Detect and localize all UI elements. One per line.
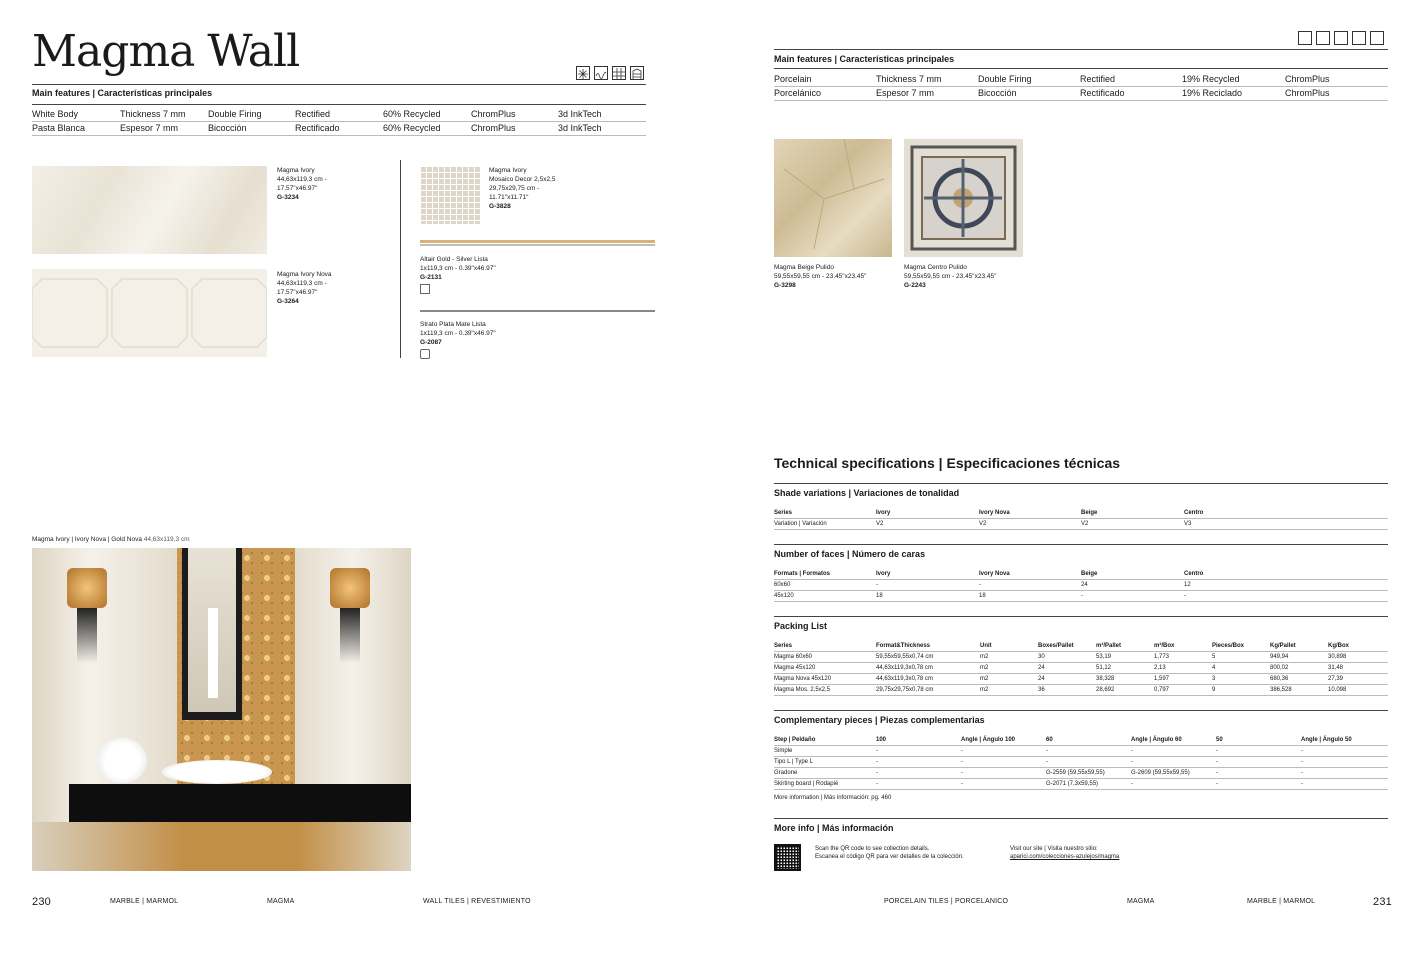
main-features-header: Main features | Características principales [32,88,213,98]
footer-collection: MAGMA [267,898,295,905]
table-cell: - [1216,759,1218,765]
magma-ivory-tile [32,166,267,254]
caption-size: 44,63x119,3 cm [143,536,190,543]
product-name: Magma Centro Pulido [904,264,967,271]
table-cell: 44,63x119,3x0,78 cm [876,665,933,671]
table-cell: - [961,748,963,754]
product-size: 44,63x119,3 cm - [277,280,327,287]
table-cell: Angle | Ángulo 60 [1131,737,1182,743]
shade-title: Shade variations | Variaciones de tonalidad [774,488,960,498]
table-cell: Series [774,643,793,649]
table-cell: 38,328 [1096,676,1115,682]
table-cell: G-2071 (7,3x59,55) [1046,781,1099,787]
shade-table [774,508,1388,532]
table-cell: 1,597 [1154,676,1170,682]
table-cell: - [961,770,963,776]
product-size: 1x119,3 cm - 0.39"x46.97" [420,330,496,337]
table-cell: Tipo L | Type L [774,759,814,765]
table-cell: 24 [1081,582,1088,588]
table-cell: - [961,759,963,765]
table-cell: - [1216,748,1218,754]
plata-strip [420,310,655,312]
table-cell: - [876,582,878,588]
table-cell: 59,55x59,55x0,74 cm [876,654,934,660]
product-info [774,263,866,290]
more-info-title: More info | Más información [774,823,894,833]
table-row [774,663,1388,674]
table-cell: Pieces/Box [1212,643,1245,649]
qr-text-en: Scan the QR code to see collection details. [815,846,930,852]
packing-table [774,641,1388,696]
feature: Rectified [295,109,331,119]
table-cell: Format&Thickness [876,643,931,649]
main-features-header-right: Main features | Características principales [774,54,955,64]
table-cell: Ivory [876,510,891,516]
footer-type: WALL TILES | REVESTIMIENTO [423,898,531,905]
table-cell: Gradone [774,770,798,776]
feature: ChromPlus [1285,74,1330,84]
feature: Rectificado [1080,88,1125,98]
feature: ChromPlus [471,109,516,119]
product-size: Mosaico Decor 2,5x2,5 [489,176,556,183]
feature: Pasta Blanca [32,123,86,133]
snowflake-icon [1298,31,1312,45]
product-name: Magma Ivory [277,167,315,174]
table-cell: G-2559 (59,55x59,55) [1046,770,1105,776]
table-cell: 2,13 [1154,665,1166,671]
table-row [774,580,1388,591]
product-name: Strato Plata Mate Lista [420,321,486,328]
table-cell: 3 [1212,676,1216,682]
product-code: G-3828 [489,203,511,210]
feature: Porcelain [774,74,812,84]
footer-category: MARBLE | MARMOL [110,898,179,905]
product-size-in: 17.57"x46.97" [277,289,318,296]
table-cell: - [1131,781,1133,787]
table-cell: 30,898 [1328,654,1347,660]
table-cell: Ivory Nova [979,510,1010,516]
product-code: G-2087 [420,339,442,346]
table-cell: - [1301,748,1303,754]
table-cell: m²/Pallet [1096,643,1122,649]
table-cell: Beige [1081,571,1098,577]
table-cell: 1,773 [1154,654,1170,660]
table-cell: 386,528 [1270,687,1292,693]
table-cell: Ivory Nova [979,571,1010,577]
site-text: Visit our site | Visita nuestro sitio: [1010,846,1098,852]
qr-text-es: Escanea el código QR para ver detalles de la colección. [815,854,964,860]
faces-title: Number of faces | Número de caras [774,549,926,559]
table-row [774,735,1388,746]
product-size: 59,55x59,55 cm - 23.45"x23.45" [904,273,997,280]
table-cell: Unit [980,643,992,649]
table-cell: 53,19 [1096,654,1112,660]
feature: ChromPlus [1285,88,1330,98]
product-code: G-2243 [904,282,926,289]
table-cell: Series [774,510,793,516]
table-cell: 45x120 [774,593,794,599]
product-size: 1x119,3 cm - 0.39"x46.97" [420,265,496,272]
product-info [420,320,496,347]
feature: Double Firing [978,74,1032,84]
feature: 60% Recycled [383,123,441,133]
mosaic-tile [420,166,480,224]
table-cell: 18 [979,593,986,599]
table-cell: Boxes/Pallet [1038,643,1074,649]
feature: Rectificado [295,123,340,133]
feature: 3d InkTech [558,123,602,133]
table-row [774,519,1388,530]
product-code: G-2131 [420,274,442,281]
wall-icon [1370,31,1384,45]
table-cell: Angle | Ángulo 100 [961,737,1016,743]
table-cell: m2 [980,665,989,671]
table-cell: - [979,582,981,588]
packing-title: Packing List [774,621,828,631]
feature: 3d InkTech [558,109,602,119]
table-cell: 24 [1038,665,1045,671]
page-title: Magma Wall [32,26,300,77]
product-name: Magma Beige Pulido [774,264,834,271]
table-row [774,768,1388,779]
table-cell: Formats | Formatos [774,571,831,577]
table-cell: - [876,770,878,776]
table-cell: - [1216,770,1218,776]
table-cell: 10,098 [1328,687,1347,693]
product-info [904,263,996,290]
table-row [774,569,1388,580]
product-code: G-3234 [277,194,299,201]
table-cell: 28,692 [1096,687,1115,693]
table-cell: - [1301,759,1303,765]
table-cell: V3 [1184,521,1192,527]
silver-strip [420,244,655,246]
product-info [489,166,555,211]
table-cell: Magma 60x60 [774,654,813,660]
magma-beige-tile [774,139,892,257]
table-cell: 60x60 [774,582,791,588]
features-en-row [32,109,638,119]
table-cell: m²/Box [1154,643,1175,649]
table-row [774,757,1388,768]
feature: White Body [32,109,79,119]
table-cell: Variation | Variación [774,521,827,527]
comp-table [774,735,1388,790]
table-cell: - [1046,748,1048,754]
table-cell: - [1184,593,1186,599]
table-cell: 0,797 [1154,687,1170,693]
features-es-row-right [774,88,1385,98]
table-row [774,508,1388,519]
table-cell: 30 [1038,654,1045,660]
tile-type-icon [420,349,430,359]
table-cell: Simple [774,748,793,754]
feature: Porcelánico [774,88,822,98]
site-link[interactable]: aparici.com/colecciones-azulejos/magma [1010,854,1120,860]
feature: Thickness 7 mm [120,109,186,119]
table-cell: Magma 45x120 [774,665,816,671]
table-cell: Beige [1081,510,1098,516]
product-code: G-3264 [277,298,299,305]
table-cell: 60 [1046,737,1053,743]
table-cell: Kg/Box [1328,643,1349,649]
product-size: 44,63x119,3 cm - [277,176,327,183]
magma-centro-tile [904,139,1023,257]
table-cell: m2 [980,687,989,693]
table-row [774,641,1388,652]
table-cell: - [1131,759,1133,765]
feature: ChromPlus [471,123,516,133]
snowflake-icon [576,66,590,80]
stairs-icon [1352,31,1366,45]
wave-icon [594,66,608,80]
table-cell: Centro [1184,571,1204,577]
bathroom-photo [32,548,411,871]
table-row [774,779,1388,790]
table-cell: V2 [979,521,987,527]
feature-icons-right [1294,31,1384,50]
feature: Espesor 7 mm [876,88,935,98]
table-cell: 12 [1184,582,1191,588]
table-cell: 4 [1212,665,1216,671]
table-row [774,674,1388,685]
table-cell: - [1216,781,1218,787]
feature: Thickness 7 mm [876,74,942,84]
table-cell: m2 [980,676,989,682]
feature: 19% Reciclado [1182,88,1243,98]
slope-icon [1334,31,1348,45]
table-cell: - [1131,748,1133,754]
product-size-in: 11.71"x11.71" [489,194,529,201]
faces-table [774,569,1388,602]
feature: Rectified [1080,74,1116,84]
table-cell: 5 [1212,654,1216,660]
table-cell: 50 [1216,737,1223,743]
table-cell: - [1301,781,1303,787]
product-size-in: 17.57"x46.97" [277,185,318,192]
table-cell: 44,63x119,3x0,78 cm [876,676,933,682]
table-cell: - [876,781,878,787]
table-cell: - [876,748,878,754]
product-info [277,270,332,306]
table-cell: V2 [1081,521,1089,527]
table-cell: Skirting board | Rodapié [774,781,839,787]
table-cell: Angle | Ángulo 50 [1301,737,1352,743]
feature: Espesor 7 mm [120,123,179,133]
table-cell: m2 [980,654,989,660]
table-cell: 949,94 [1270,654,1289,660]
features-es-row [32,123,638,133]
table-cell: - [1046,759,1048,765]
table-cell: G-2609 (59,55x59,55) [1131,770,1190,776]
table-cell: Step | Peldaño [774,737,816,743]
table-cell: 680,36 [1270,676,1289,682]
table-cell: Ivory [876,571,891,577]
table-cell: - [961,781,963,787]
grid-icon [612,66,626,80]
gold-strip [420,240,655,243]
table-cell: 100 [876,737,887,743]
table-cell: 36 [1038,687,1045,693]
product-size-in: 29,75x29,75 cm - [489,185,540,192]
feature: Bicocción [208,123,247,133]
feature: 60% Recycled [383,109,441,119]
feature: Bicocción [978,88,1017,98]
qr-code[interactable] [774,844,801,871]
more-info-line: More information | Más información: pg. 460 [774,795,892,801]
floor-icon [1316,31,1330,45]
table-cell: 18 [876,593,883,599]
table-row [774,746,1388,757]
table-row [774,652,1388,663]
product-info [277,166,327,202]
feature-icons [572,66,644,85]
tech-spec-title: Technical specifications | Especificaciones técnicas [774,455,1121,471]
product-name: Magma Ivory Nova [277,271,332,278]
footer-type-right: PORCELAIN TILES | PORCELANICO [884,898,1009,905]
product-code: G-3298 [774,282,796,289]
product-name: Altair Gold - Silver Lista [420,256,488,263]
photo-caption [32,535,190,544]
table-cell: 24 [1038,676,1045,682]
features-en-row-right [774,74,1385,84]
table-cell: 31,48 [1328,665,1344,671]
qr-text [815,845,964,861]
feature: Double Firing [208,109,262,119]
table-cell: 9 [1212,687,1216,693]
table-cell: Magma Mos. 2,5x2,5 [774,687,831,693]
table-cell: V2 [876,521,884,527]
product-size: 59,55x59,55 cm - 23.45"x23.45" [774,273,867,280]
table-cell: Kg/Pallet [1270,643,1296,649]
magma-ivory-nova-tile [32,269,267,357]
table-cell: - [1081,593,1083,599]
tile-type-icon [420,284,430,294]
table-cell: - [1301,770,1303,776]
product-name: Magma Ivory [489,167,527,174]
footer-collection-right: MAGMA [1127,898,1155,905]
page-number-left: 230 [32,896,51,908]
table-cell: 51,12 [1096,665,1112,671]
feature: 19% Recycled [1182,74,1240,84]
table-row [774,591,1388,602]
table-cell: 800,02 [1270,665,1289,671]
table-cell: - [876,759,878,765]
wall-icon [630,66,644,80]
caption-text: Magma Ivory | Ivory Nova | Gold Nova [32,536,142,543]
table-cell: Centro [1184,510,1204,516]
table-cell: Magma Nova 45x120 [774,676,832,682]
page-number-right: 231 [1373,896,1392,908]
table-cell: 29,75x29,75x0,78 cm [876,687,934,693]
table-row [774,685,1388,696]
product-info [420,255,496,282]
comp-title: Complementary pieces | Piezas complementarias [774,715,985,725]
site-info [1010,845,1119,861]
table-cell: 27,39 [1328,676,1344,682]
footer-category-right: MARBLE | MARMOL [1247,898,1316,905]
